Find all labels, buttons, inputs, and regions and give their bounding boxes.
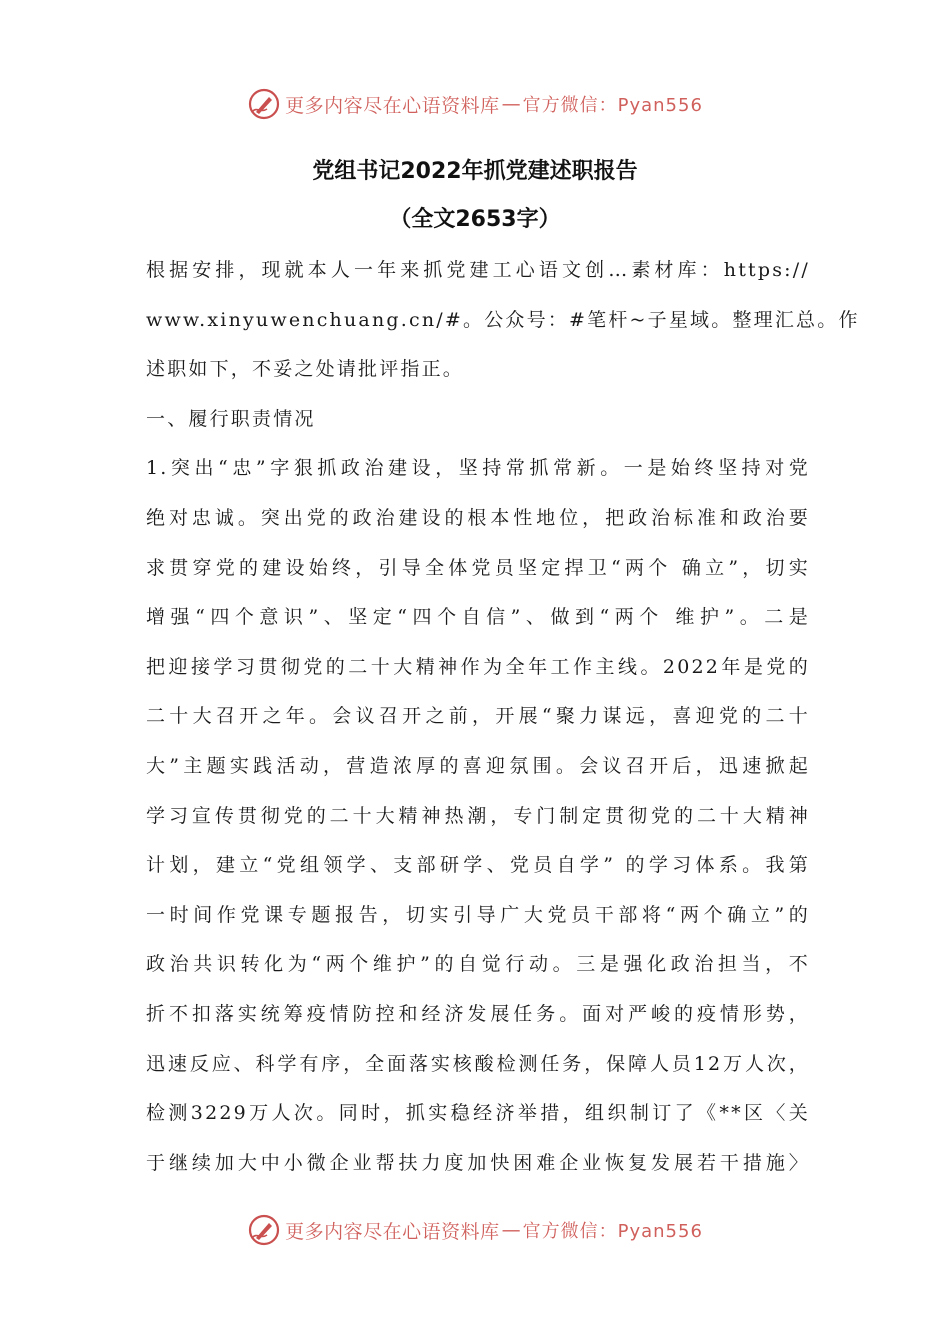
body-line: 检测3229万人次。同时，抓实稳经济举措，组织制订了《**区〈关 <box>146 1102 810 1125</box>
body-line: www.xinyuwenchuang.cn/#。公众号：#笔杆~子星域。整理汇总。作 <box>146 308 860 331</box>
body-line: 一时间作党课专题报告，切实引导广大党员干部将“两个确立”的 <box>146 903 810 926</box>
header-watermark <box>0 84 950 124</box>
watermark-brand-text: 更多内容尽在心语资料库 <box>285 94 500 117</box>
body-line: 于继续加大中小微企业帮扶力度加快困难企业恢复发展若干措施〉 <box>146 1151 810 1174</box>
body-line: 折不扣落实统筹疫情防控和经济发展任务。面对严峻的疫情形势， <box>146 1002 810 1025</box>
body-line: 述职如下，不妥之处请批评指正。 <box>146 358 465 381</box>
document-title: 党组书记2022年抓党建述职报告 <box>312 159 638 184</box>
footer-watermark <box>0 1210 950 1250</box>
body-line: 绝对忠诚。突出党的政治建设的根本性地位，把政治标准和政治要 <box>146 506 810 529</box>
body-line: 1.突出“忠”字狠抓政治建设，坚持常抓常新。一是始终坚持对党 <box>146 457 810 480</box>
watermark-separator: — <box>501 93 521 115</box>
body-line: 二十大召开之年。会议召开之前，开展“聚力谋远，喜迎党的二十 <box>146 705 810 728</box>
body-line: 学习宣传贯彻党的二十大精神热潮，专门制定贯彻党的二十大精神 <box>146 804 810 827</box>
watermark-brand-text: 更多内容尽在心语资料库 <box>285 1220 500 1243</box>
body-line: 求贯穿党的建设始终，引导全体党员坚定捍卫“两个 确立”，切实 <box>146 556 810 579</box>
body-line: 增强“四个意识”、坚定“四个自信”、做到“两个 维护”。二是 <box>146 606 810 629</box>
watermark-official-text: 官方微信：Pyan556 <box>522 1221 703 1242</box>
body-line: 计划，建立“党组领学、支部研学、党员自学” 的学习体系。我第 <box>146 854 810 877</box>
section-heading: 一、履行职责情况 <box>146 407 316 430</box>
body-line: 把迎接学习贯彻党的二十大精神作为全年工作主线。2022年是党的 <box>146 655 810 678</box>
body-line: 大”主题实践活动，营造浓厚的喜迎氛围。会议召开后，迅速掀起 <box>146 754 810 777</box>
pen-logo-icon <box>247 87 281 121</box>
body-line: 根据安排，现就本人一年来抓党建工心语文创…素材库：https:// <box>146 259 810 281</box>
document-body <box>146 252 860 1194</box>
body-line: 迅速反应、科学有序，全面落实核酸检测任务，保障人员12万人次， <box>146 1052 810 1075</box>
watermark-official-text: 官方微信：Pyan556 <box>522 95 703 116</box>
pen-logo-icon <box>247 1213 281 1247</box>
watermark-separator: — <box>501 1219 521 1241</box>
document-subtitle: （全文2653字） <box>389 207 561 232</box>
body-line: 政治共识转化为“两个维护”的自觉行动。三是强化政治担当，不 <box>146 953 810 976</box>
